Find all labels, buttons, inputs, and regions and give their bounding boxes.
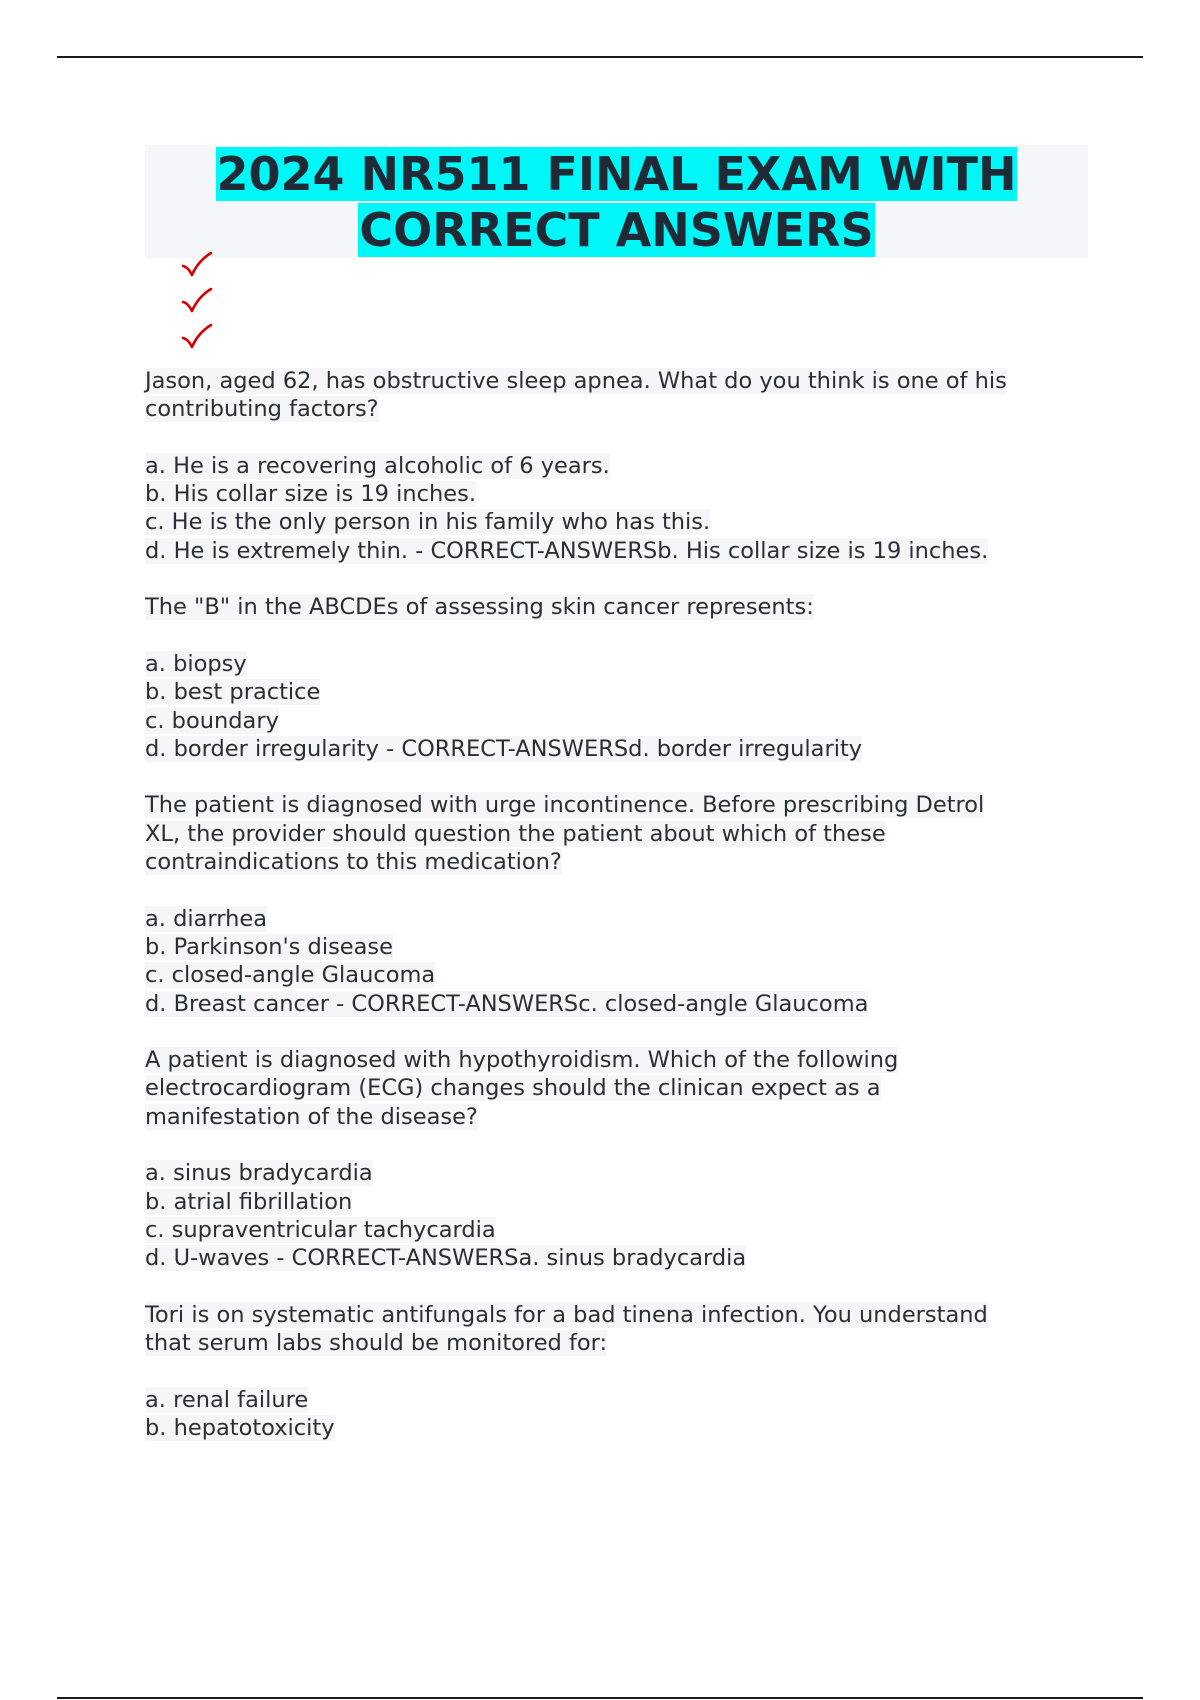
question-stem-line: manifestation of the disease?	[145, 1103, 478, 1130]
question-block	[145, 1301, 1105, 1442]
question-stem-line: that serum labs should be monitored for:	[145, 1330, 608, 1357]
answer-option-with-correct-answer: d. U-waves - CORRECT-ANSWERSa. sinus bradycardia	[145, 1245, 747, 1272]
title-block	[145, 145, 1088, 258]
check-icon	[180, 322, 214, 352]
top-rule	[57, 56, 1143, 58]
bottom-rule	[57, 1697, 1143, 1699]
question-stem-line: Jason, aged 62, has obstructive sleep apnea. What do you think is one of his	[145, 368, 1007, 394]
question-stem-line: The "B" in the ABCDEs of assessing skin cancer represents:	[145, 594, 814, 621]
title-line-1: 2024 NR511 FINAL EXAM WITH	[216, 147, 1017, 201]
title-line-2: CORRECT ANSWERS	[359, 203, 874, 257]
answer-option: b. His collar size is 19 inches.	[145, 481, 477, 508]
answer-option: c. supraventricular tachycardia	[145, 1216, 496, 1243]
answer-option: c. boundary	[145, 707, 279, 734]
question-block	[145, 1046, 1105, 1272]
answer-option: a. diarrhea	[145, 905, 268, 932]
answer-option-with-correct-answer: d. He is extremely thin. - CORRECT-ANSWERSb. His collar size is 19 inches.	[145, 537, 989, 564]
answer-option: b. Parkinson's disease	[145, 933, 393, 960]
answer-option-with-correct-answer: d. border irregularity - CORRECT-ANSWERSd. border irregularity	[145, 735, 863, 762]
page-title	[145, 145, 1088, 258]
question-block	[145, 593, 1105, 763]
answer-option: c. He is the only person in his family who has this.	[145, 509, 711, 536]
answer-option: b. atrial fibrillation	[145, 1188, 353, 1215]
question-stem-line: contributing factors?	[145, 396, 379, 423]
question-stem-line: The patient is diagnosed with urge incontinence. Before prescribing Detrol	[145, 792, 985, 819]
answer-option: a. He is a recovering alcoholic of 6 years.	[145, 452, 610, 479]
answer-option-with-correct-answer: d. Breast cancer - CORRECT-ANSWERSc. closed-angle Glaucoma	[145, 990, 869, 1017]
questions-content	[145, 367, 1105, 1471]
question-block	[145, 791, 1105, 1017]
answer-option: b. hepatotoxicity	[145, 1414, 335, 1441]
question-stem-line: contraindications to this medication?	[145, 849, 562, 876]
check-icon	[180, 286, 214, 316]
check-icon	[180, 250, 214, 280]
answer-option: b. best practice	[145, 679, 321, 706]
check-marks	[180, 250, 220, 358]
question-stem-line: A patient is diagnosed with hypothyroidism. Which of the following	[145, 1047, 899, 1074]
answer-option: a. sinus bradycardia	[145, 1160, 373, 1187]
question-stem-line: Tori is on systematic antifungals for a bad tinena infection. You understand	[145, 1301, 988, 1328]
answer-option: c. closed-angle Glaucoma	[145, 962, 436, 989]
answer-option: a. renal failure	[145, 1386, 309, 1413]
question-stem-line: XL, the provider should question the patient about which of these	[145, 820, 886, 847]
question-stem-line: electrocardiogram (ECG) changes should the clinican expect as a	[145, 1075, 881, 1102]
answer-option: a. biopsy	[145, 650, 247, 677]
question-block	[145, 367, 1105, 565]
